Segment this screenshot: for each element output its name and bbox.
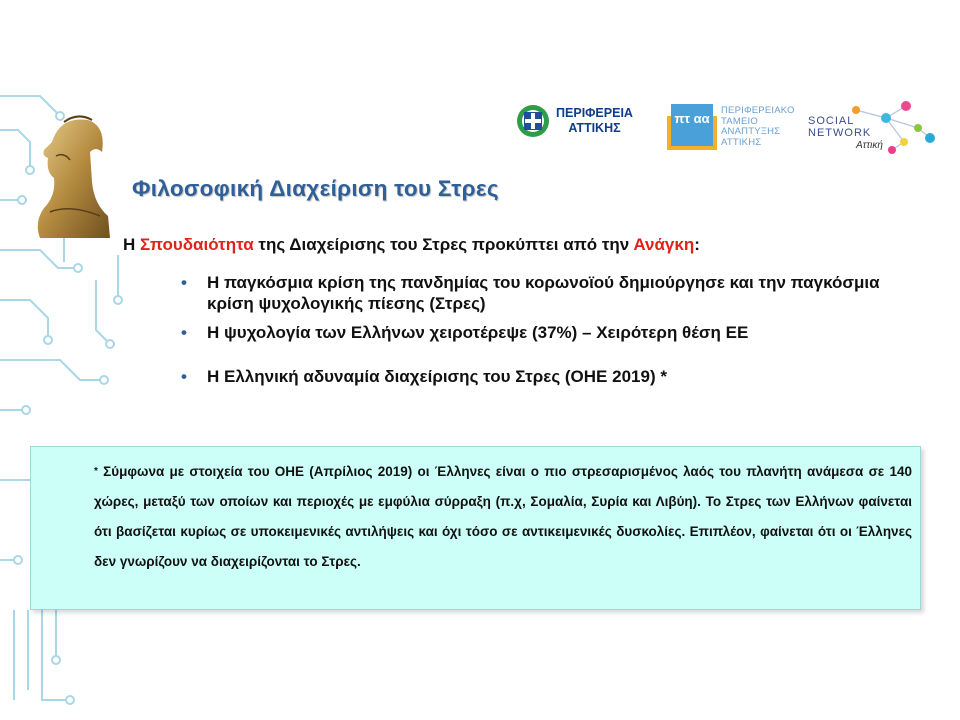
footnote-box — [30, 446, 921, 610]
bullet-list — [181, 272, 931, 387]
attica-logo-line1: ΠΕΡΙΦΕΡΕΙΑ — [556, 106, 633, 120]
athena-bust-image — [30, 112, 112, 242]
bullet-text: Η παγκόσμια κρίση της πανδημίας του κορωνοϊού δημιούργησε και την παγκόσμια κρίση ψυχολογικής πίεσης (Στρες) — [207, 273, 880, 313]
attica-region-logo — [516, 104, 633, 138]
heading-part2: της Διαχείρισης του Στρες προκύπτει από την — [253, 235, 634, 254]
ptaa-logo-line1: ΠΕΡΙΦΕΡΕΙΑΚΟ — [721, 105, 795, 116]
footnote-text: Σύμφωνα με στοιχεία του ΟΗΕ (Απρίλιος 2019) οι Έλληνες είναι ο πιο στρεσαρισμένος λαός του πλανήτη ανάμεσα σε 140 χώρες, μεταξύ των οποίων και περιοχές με εμφύλια σύρραξη (π.χ, Σομαλία, Συρία και Λιβύη). Το Στρες των Ελλήνων φαίνεται ότι βασίζεται κυρίως σε υποκειμενικές αντιλήψεις και όχι τόσο σε αντικειμενικές δυσκολίες. Επιπλέον, φαίνεται ότι οι Έλληνες δεν γνωρίζουν να διαχειρίζονται το Στρες. — [94, 464, 912, 569]
bullet-marker: • — [181, 273, 187, 292]
slide-heading — [123, 235, 700, 255]
ptaa-mark — [667, 104, 717, 150]
ptaa-logo — [667, 104, 795, 150]
slide-title: Φιλοσοφική Διαχείριση του Στρες — [132, 176, 499, 201]
ptaa-logo-line2: ΤΑΜΕΙΟ — [721, 115, 758, 127]
social-network-logo — [806, 98, 938, 160]
bullet-text: Η Ελληνική αδυναμία διαχείρισης του Στρες (ΟΗΕ 2019) * — [207, 367, 667, 386]
social-network-logo-line2: NETWORK — [808, 127, 872, 139]
heading-part1: Η — [123, 235, 140, 254]
social-network-logo-line1: SOCIAL — [808, 115, 855, 127]
ptaa-mark-text: πτ αα — [674, 111, 710, 126]
footnote-paragraph — [94, 457, 912, 577]
bullet-text: Η ψυχολογία των Ελλήνων χειροτέρεψε (37%) – Χειρότερη θέση ΕΕ — [207, 323, 749, 342]
attica-logo-line2: ΑΤΤΙΚΗΣ — [568, 121, 621, 135]
bullet-item — [181, 366, 931, 387]
heading-emphasis-need: Ανάγκη — [633, 235, 695, 254]
cross-emblem-icon — [516, 104, 550, 138]
footnote-marker: * — [94, 466, 98, 477]
bullet-item — [181, 272, 931, 314]
bullet-marker: • — [181, 323, 187, 342]
bullet-marker: • — [181, 367, 187, 386]
ptaa-logo-line4: ΑΤΤΙΚΗΣ — [721, 136, 762, 148]
heading-part3: : — [694, 235, 700, 254]
heading-emphasis-importance: Σπουδαιότητα — [140, 235, 254, 254]
social-network-logo-line3: Αττική — [856, 140, 883, 151]
ptaa-logo-line3: ΑΝΑΠΤΥΞΗΣ — [721, 126, 781, 137]
bullet-item — [181, 322, 931, 343]
